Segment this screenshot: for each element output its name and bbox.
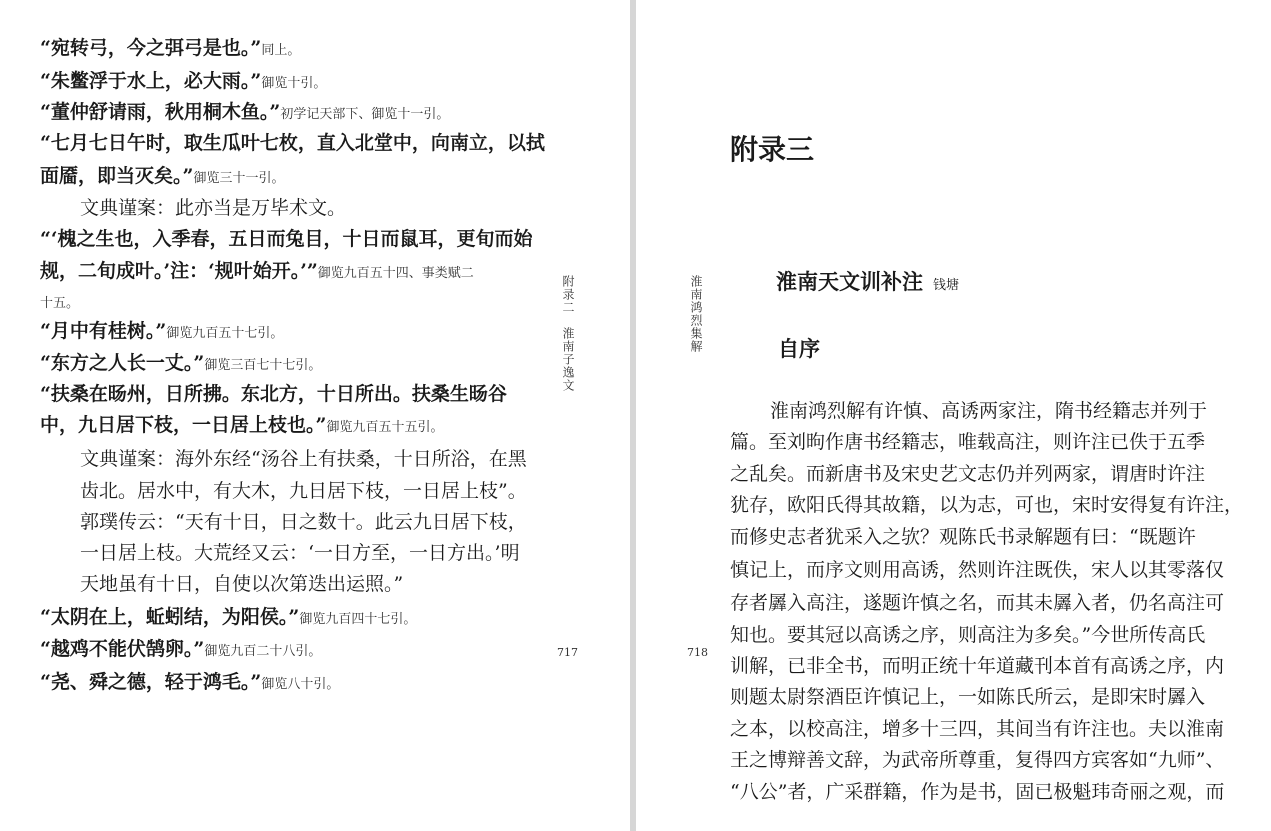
entry-quote: “东方之人长一丈。” [40, 352, 205, 374]
entry-7 [40, 320, 283, 345]
entry-4-line-2 [40, 165, 284, 190]
entry-quote: “宛转弓，今之弭弓是也。” [40, 37, 262, 59]
entry-note: 御览九百五十七引。 [166, 326, 284, 341]
body-line: 而修史志者犹采入之欤？观陈氏书录解题有曰：“既题许 [730, 526, 1196, 548]
entry-quote: “尧、舜之德，轻于鸿毛。” [40, 671, 262, 693]
entry-8 [40, 352, 321, 377]
section-author: 钱塘 [933, 278, 960, 293]
body-line: 知也。要其冠以高诱之序，则高注为多矣。”今世所传高氏 [730, 624, 1206, 646]
entry-quote: “董仲舒请雨，秋用桐木鱼。” [40, 101, 281, 123]
section-title-text: 淮南天文训补注 [776, 269, 923, 294]
entry-quote: 中，九日居下枝，一日居上枝也。” [40, 414, 327, 436]
body-line: 王之博辩善文辞，为武帝所尊重，复得四方宾客如“九师”、 [730, 749, 1225, 771]
entry-6-line-3 [40, 290, 79, 315]
comment-2-line-3: 郭璞传云：“天有十日，日之数十。此云九日居下枝， [80, 511, 527, 533]
comment-2-line-1: 文典谨案：海外东经“汤谷上有扶桑，十日所浴，在黑 [80, 448, 527, 470]
entry-quote: “越鸡不能伏鹄卵。” [40, 638, 205, 660]
entry-note: 御览十引。 [261, 76, 327, 91]
body-line: 篇。至刘昫作唐书经籍志，唯载高注，则许注已佚于五季 [730, 431, 1206, 453]
comment-2-line-5: 天地虽有十日，自使以次第迭出运照。” [80, 573, 404, 595]
entry-note: 同上。 [261, 43, 301, 58]
comment-2-line-4: 一日居上枝。大荒经又云：‘一日方至，一日方出。’明 [80, 542, 520, 564]
section-title [776, 266, 959, 296]
entry-note: 十五。 [40, 296, 80, 311]
entry-note: 初学记天部下、御览十一引。 [280, 107, 450, 122]
body-line: 则题太尉祭酒臣许慎记上，一如陈氏所云，是即宋时羼入 [730, 686, 1206, 708]
body-line: 淮南鸿烈解有许慎、高诱两家注，隋书经籍志并列于 [770, 400, 1208, 422]
appendix-title: 附录三 [730, 133, 815, 166]
entry-2 [40, 70, 326, 95]
entry-quote: “月中有桂树。” [40, 320, 167, 342]
comment-2-line-2: 齿北。居水中，有大木，九日居下枝，一日居上枝”。 [80, 480, 527, 502]
entry-13 [40, 671, 339, 696]
entry-quote: 面靥，即当灭矣。” [40, 165, 194, 187]
body-line: 慎记上，而序文则用高诱，然则许注既佚，宋人以其零落仅 [730, 559, 1225, 581]
entry-11 [40, 606, 416, 631]
entry-6-line-1: “‘槐之生也，入季春，五日而兔目，十日而鼠耳，更旬而始 [40, 228, 533, 250]
comment-1: 文典谨案：此亦当是万毕术文。 [80, 197, 347, 219]
body-line: 存者羼入高注，遂题许慎之名，而其未羼入者，仍名高注可 [730, 592, 1225, 614]
entry-quote: “朱鳖浮于水上，必大雨。” [40, 70, 262, 92]
entry-6-line-2 [40, 260, 474, 285]
running-head-left: 附录二 淮南子逸文 [561, 275, 575, 392]
entry-1 [40, 37, 300, 62]
entry-note: 御览九百四十七引。 [299, 612, 417, 627]
body-line: 训解，已非全书，而明正统十年道藏刊本首有高诱之序，内 [730, 655, 1225, 677]
entry-note: 御览八十引。 [261, 677, 340, 692]
entry-4-line-1: “七月七日午时，取生瓜叶七枚，直入北堂中，向南立，以拭 [40, 132, 545, 154]
page-number-right: 718 [687, 646, 708, 659]
left-page [0, 0, 630, 831]
entry-note: 御览三百七十七引。 [204, 358, 322, 373]
entry-note: 御览三十一引。 [193, 171, 285, 186]
body-line: 之乱矣。而新唐书及宋史艺文志仍并列两家，谓唐时许注 [730, 463, 1206, 485]
entry-note: 御览九百五十四、事类赋二 [317, 266, 474, 281]
body-line: 犹存，欧阳氏得其故籍，以为志，可也，宋时安得复有许注， [730, 494, 1244, 516]
entry-9-line-1: “扶桑在旸州，日所拂。东北方，十日所出。扶桑生旸谷 [40, 383, 507, 405]
body-line: “八公”者，广采群籍，作为是书，固已极魁玮奇丽之观，而 [730, 781, 1225, 803]
subsection-title: 自序 [778, 336, 820, 361]
body-line: 之本，以校高注，增多十三四，其间当有许注也。夫以淮南 [730, 718, 1225, 740]
running-head-right: 淮南鸿烈集解 [689, 275, 703, 353]
entry-quote: “太阴在上，蚯蚓结，为阳侯。” [40, 606, 300, 628]
page-number-left: 717 [557, 646, 578, 659]
entry-quote: 规，二旬成叶。’注：‘规叶始开。’” [40, 260, 318, 282]
entry-12 [40, 638, 321, 663]
entry-note: 御览九百五十五引。 [326, 420, 444, 435]
entry-9-line-2 [40, 414, 443, 439]
entry-3 [40, 101, 449, 126]
entry-note: 御览九百二十八引。 [204, 644, 322, 659]
